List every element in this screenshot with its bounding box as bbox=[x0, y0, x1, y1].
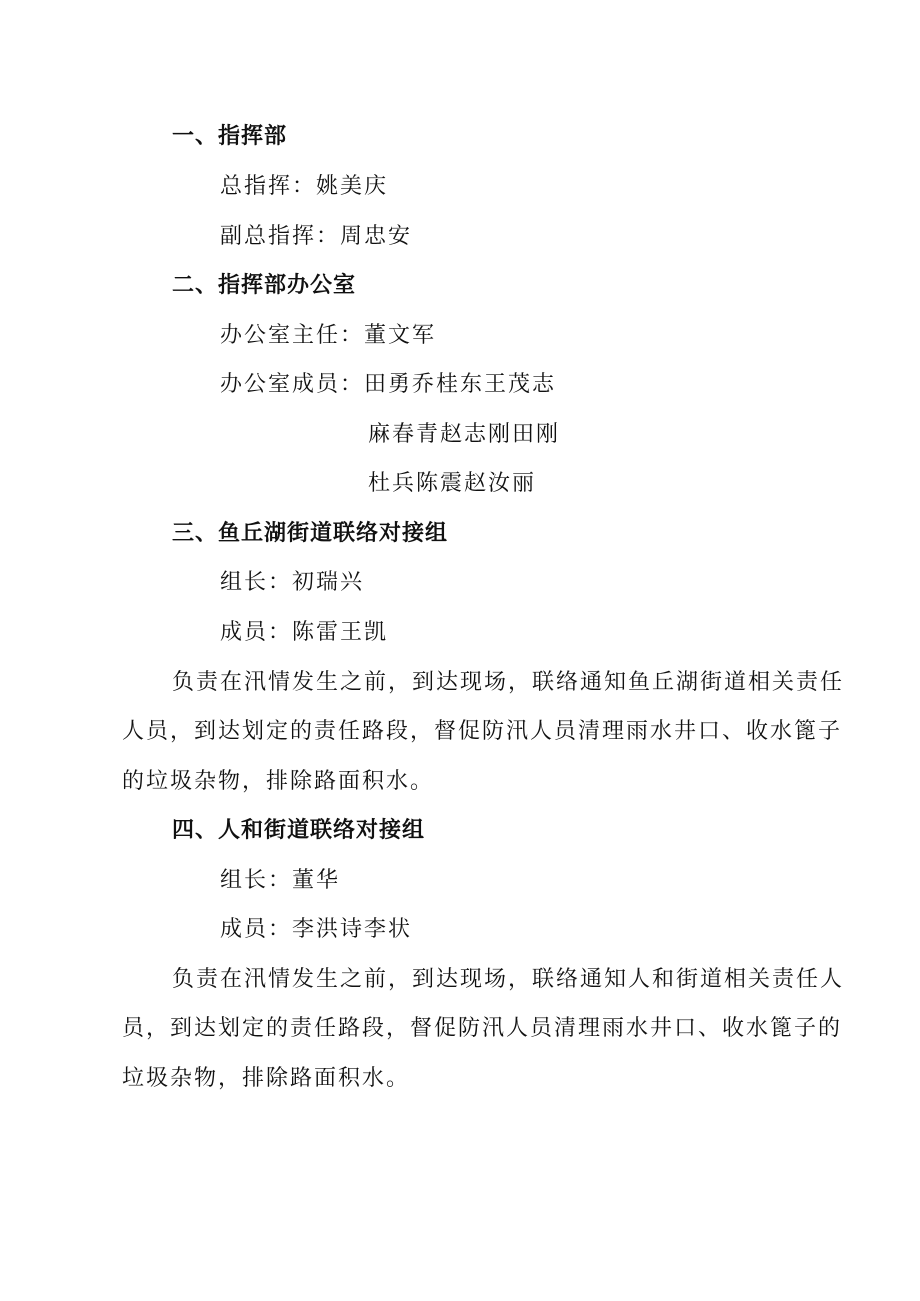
deputy-commander-line: 副总指挥：周忠安 bbox=[220, 224, 413, 249]
yuqiuhu-members-line: 成员：陈雷王凯 bbox=[220, 620, 389, 645]
renhe-duty-paragraph-line-3: 垃圾杂物，排除路面积水。 bbox=[122, 1066, 411, 1091]
renhe-members-line: 成员：李洪诗李状 bbox=[220, 917, 413, 942]
office-members-line: 办公室成员：田勇乔桂东王茂志 bbox=[220, 372, 557, 397]
renhe-duty-paragraph-line-1: 负责在汛情发生之前，到达现场，联络通知人和街道相关责任人 bbox=[172, 967, 845, 992]
yuqiuhu-duty-paragraph-line-2: 人员，到达划定的责任路段，督促防汛人员清理雨水井口、收水篦子 bbox=[122, 719, 843, 744]
yuqiuhu-duty-paragraph-line-1: 负责在汛情发生之前，到达现场，联络通知鱼丘湖街道相关责任 bbox=[172, 670, 845, 695]
office-members-continuation-1: 麻春青赵志刚田刚 bbox=[368, 422, 561, 447]
renhe-leader-line: 组长：董华 bbox=[220, 868, 341, 893]
renhe-duty-paragraph-line-2: 员，到达划定的责任路段，督促防汛人员清理雨水井口、收水篦子的 bbox=[122, 1016, 843, 1041]
office-members-continuation-2: 杜兵陈震赵汝丽 bbox=[368, 471, 537, 496]
section-heading-renhe: 四、人和街道联络对接组 bbox=[172, 818, 426, 843]
commander-line: 总指挥：姚美庆 bbox=[220, 174, 389, 199]
yuqiuhu-duty-paragraph-line-3: 的垃圾杂物，排除路面积水。 bbox=[122, 769, 435, 794]
section-heading-office: 二、指挥部办公室 bbox=[172, 273, 357, 298]
office-director-line: 办公室主任：董文军 bbox=[220, 323, 437, 348]
yuqiuhu-leader-line: 组长：初瑞兴 bbox=[220, 570, 365, 595]
section-heading-yuqiuhu: 三、鱼丘湖街道联络对接组 bbox=[172, 521, 449, 546]
section-heading-command: 一、指挥部 bbox=[172, 124, 288, 149]
